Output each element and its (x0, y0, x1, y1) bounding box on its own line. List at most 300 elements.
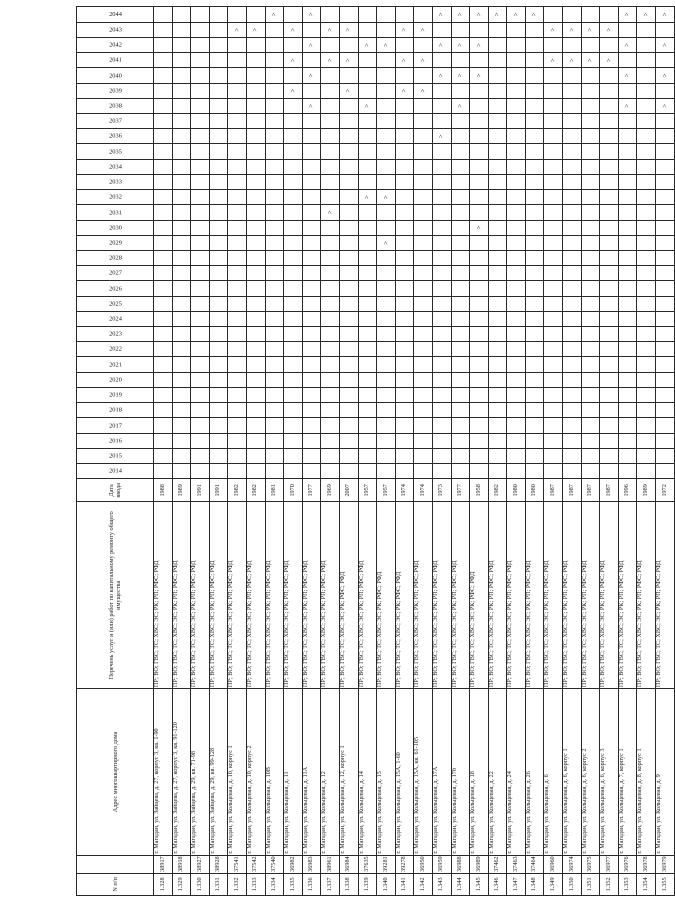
cell-num: 1.334 (265, 873, 284, 895)
year-cell (246, 53, 265, 68)
cell-code: 36950 (414, 855, 433, 873)
year-cell (246, 235, 265, 250)
year-cell (581, 357, 600, 372)
year-cell (321, 281, 340, 296)
year-cell (339, 114, 358, 129)
year-cell (470, 266, 489, 281)
year-cell (172, 159, 191, 174)
year-cell (488, 296, 507, 311)
year-cell (339, 68, 358, 83)
year-mark-cell: > (618, 37, 637, 52)
year-cell (172, 433, 191, 448)
year-cell (302, 235, 321, 250)
year-mark-cell: > (470, 7, 489, 23)
year-cell (544, 220, 563, 235)
year-cell (470, 174, 489, 189)
year-cell (377, 7, 396, 23)
year-cell (228, 53, 247, 68)
year-cell (637, 129, 656, 144)
year-cell (414, 68, 433, 83)
year-cell (507, 464, 526, 479)
cell-works: ПР; ВО; ГВС; ТС; ХВС; ЭС; РК; РП; РФС; РФД (637, 502, 656, 689)
year-cell (618, 464, 637, 479)
year-cell (358, 250, 377, 265)
year-mark-cell: > (395, 53, 414, 68)
cell-address: г. Магадан, ул. Кольцевая, д. 26 (525, 689, 544, 856)
year-cell (563, 114, 582, 129)
year-mark-cell: > (581, 53, 600, 68)
year-cell (395, 418, 414, 433)
year-cell (172, 205, 191, 220)
year-cell (637, 448, 656, 463)
year-cell (172, 235, 191, 250)
year-cell (191, 83, 210, 98)
year-cell (284, 266, 303, 281)
year-cell (191, 403, 210, 418)
year-cell (451, 250, 470, 265)
year-cell (265, 144, 284, 159)
header-year (77, 327, 154, 342)
year-cell (488, 250, 507, 265)
year-cell (488, 387, 507, 402)
year-cell (246, 114, 265, 129)
year-cell (432, 250, 451, 265)
year-cell (321, 418, 340, 433)
table-row (507, 7, 526, 896)
year-cell (339, 159, 358, 174)
header-address: Адрес многоквартирного дома (77, 689, 154, 856)
year-mark-cell: > (525, 7, 544, 23)
year-cell (209, 83, 228, 98)
cell-num: 1.335 (284, 873, 303, 895)
cell-works: ПР; ВО; ГВС; ТС; ХВС; ЭС; РК; РП; РФС; РФД (507, 502, 526, 689)
year-cell (488, 159, 507, 174)
year-cell (600, 281, 619, 296)
header-year-label: 2022 (108, 345, 122, 353)
year-cell (172, 266, 191, 281)
year-cell (284, 281, 303, 296)
year-cell (209, 144, 228, 159)
header-year-label: 2031 (108, 208, 122, 216)
year-cell (284, 418, 303, 433)
year-cell (637, 114, 656, 129)
year-cell (525, 448, 544, 463)
year-mark-cell: > (339, 53, 358, 68)
cell-address: г. Магадан, ул. Кольцевая, д. 15А, кв. 61-105 (414, 689, 433, 856)
year-cell (488, 464, 507, 479)
cell-num: 1.341 (395, 873, 414, 895)
year-cell (544, 448, 563, 463)
year-cell (451, 114, 470, 129)
year-cell (339, 190, 358, 205)
year-cell (656, 281, 675, 296)
cell-num: 1.350 (563, 873, 582, 895)
year-cell (581, 327, 600, 342)
cell-code: 39281 (377, 855, 396, 873)
year-cell (618, 403, 637, 418)
header-code (77, 855, 154, 873)
year-cell (284, 448, 303, 463)
year-cell (525, 68, 544, 83)
year-cell (339, 342, 358, 357)
year-cell (339, 372, 358, 387)
year-cell (209, 159, 228, 174)
cell-date: 1980 (525, 479, 544, 502)
year-cell (544, 235, 563, 250)
year-cell (265, 37, 284, 52)
year-cell (154, 387, 173, 402)
year-cell (395, 357, 414, 372)
table-row (154, 7, 173, 896)
year-cell (377, 68, 396, 83)
year-cell (265, 98, 284, 113)
year-cell (172, 129, 191, 144)
year-cell (395, 372, 414, 387)
year-cell (451, 296, 470, 311)
year-cell (507, 190, 526, 205)
year-cell (656, 266, 675, 281)
year-cell (191, 433, 210, 448)
year-cell (228, 433, 247, 448)
cell-date: 1970 (284, 479, 303, 502)
year-cell (470, 205, 489, 220)
year-cell (302, 464, 321, 479)
cell-address: г. Магадан, ул. Кольцевая, д. 7, корпус 1 (618, 689, 637, 856)
year-cell (154, 464, 173, 479)
year-cell (414, 464, 433, 479)
year-cell (172, 83, 191, 98)
year-cell (321, 98, 340, 113)
cell-date: 1972 (656, 479, 675, 502)
year-cell (656, 220, 675, 235)
year-cell (321, 311, 340, 326)
cell-date: 1973 (432, 479, 451, 502)
year-cell (451, 448, 470, 463)
year-cell (246, 433, 265, 448)
cell-date: 1977 (302, 479, 321, 502)
year-cell (284, 144, 303, 159)
year-cell (395, 98, 414, 113)
header-year-label: 2035 (108, 148, 122, 156)
year-cell (470, 98, 489, 113)
year-cell (414, 144, 433, 159)
year-cell (209, 296, 228, 311)
year-cell (321, 37, 340, 52)
header-year (77, 448, 154, 463)
year-cell (544, 266, 563, 281)
year-cell (302, 83, 321, 98)
year-cell (618, 418, 637, 433)
cell-code: 36979 (656, 855, 675, 873)
year-cell (172, 174, 191, 189)
year-cell (209, 448, 228, 463)
year-cell (581, 37, 600, 52)
cell-date: 1988 (154, 479, 173, 502)
year-cell (414, 114, 433, 129)
year-cell (246, 311, 265, 326)
year-cell (284, 327, 303, 342)
year-cell (321, 464, 340, 479)
year-cell (563, 357, 582, 372)
year-cell (302, 418, 321, 433)
header-year (77, 83, 154, 98)
year-cell (563, 387, 582, 402)
year-cell (154, 357, 173, 372)
year-cell (339, 403, 358, 418)
year-cell (544, 464, 563, 479)
year-cell (544, 98, 563, 113)
year-cell (432, 433, 451, 448)
table-row (470, 7, 489, 896)
year-cell (432, 53, 451, 68)
year-cell (395, 190, 414, 205)
year-cell (265, 266, 284, 281)
year-cell (302, 342, 321, 357)
year-cell (656, 53, 675, 68)
year-cell (600, 372, 619, 387)
year-cell (209, 53, 228, 68)
year-cell (321, 235, 340, 250)
year-cell (581, 387, 600, 402)
year-cell (432, 144, 451, 159)
year-mark-cell: > (656, 7, 675, 23)
year-cell (525, 22, 544, 37)
header-year (77, 387, 154, 402)
year-cell (488, 68, 507, 83)
year-cell (265, 68, 284, 83)
year-cell (302, 129, 321, 144)
year-cell (172, 342, 191, 357)
header-year-label: 2015 (108, 452, 122, 460)
year-mark-cell: > (656, 68, 675, 83)
year-cell (618, 220, 637, 235)
year-cell (228, 37, 247, 52)
year-cell (395, 205, 414, 220)
year-cell (618, 129, 637, 144)
year-cell (172, 327, 191, 342)
cell-works: ПР; ВО; ГВС; ТС; ХВС; ЭС; РК; РП; РФС; РФД (321, 502, 340, 689)
year-cell (470, 159, 489, 174)
year-cell (377, 296, 396, 311)
year-cell (246, 174, 265, 189)
year-cell (321, 144, 340, 159)
year-cell (507, 114, 526, 129)
year-cell (302, 327, 321, 342)
year-cell (451, 266, 470, 281)
year-cell (209, 220, 228, 235)
year-cell (377, 342, 396, 357)
cell-address: г. Магадан, ул. Кольцевая, д. 6 (544, 689, 563, 856)
year-cell (358, 68, 377, 83)
year-cell (414, 220, 433, 235)
year-mark-cell: > (265, 7, 284, 23)
table-row (246, 7, 265, 896)
year-cell (414, 296, 433, 311)
cell-code: 36960 (544, 855, 563, 873)
year-cell (358, 342, 377, 357)
year-cell (302, 190, 321, 205)
table-row (209, 7, 228, 896)
cell-code: 37540 (265, 855, 284, 873)
header-year-label: 2032 (108, 193, 122, 201)
year-cell (358, 129, 377, 144)
year-cell (544, 281, 563, 296)
year-cell (172, 250, 191, 265)
year-cell (172, 68, 191, 83)
year-cell (358, 403, 377, 418)
cell-code: 38928 (209, 855, 228, 873)
year-cell (637, 250, 656, 265)
year-cell (600, 129, 619, 144)
year-cell (637, 53, 656, 68)
table-row (302, 7, 321, 896)
year-cell (581, 7, 600, 23)
year-cell (507, 418, 526, 433)
year-cell (191, 418, 210, 433)
year-cell (581, 464, 600, 479)
year-cell (246, 220, 265, 235)
cell-address: г. Магадан, ул. Кольцевая, д. 6, корпус 2 (581, 689, 600, 856)
year-cell (488, 372, 507, 387)
header-date: Дата ввода (77, 479, 154, 502)
year-cell (377, 357, 396, 372)
year-cell (209, 387, 228, 402)
year-cell (395, 159, 414, 174)
cell-works: ПР; ВО; ГВС; ТС; ХВС; ЭС; РК; РП; РФС; РФД (414, 502, 433, 689)
year-cell (358, 22, 377, 37)
cell-works: ПР; ВО; ГВС; ТС; ХВС; ЭС; РК; РФС; РФД (377, 502, 396, 689)
year-cell (470, 53, 489, 68)
cell-code: 37463 (507, 855, 526, 873)
year-cell (377, 311, 396, 326)
year-mark-cell: > (302, 68, 321, 83)
year-cell (265, 83, 284, 98)
year-cell (544, 174, 563, 189)
header-year (77, 281, 154, 296)
year-cell (358, 281, 377, 296)
year-cell (600, 357, 619, 372)
year-cell (581, 205, 600, 220)
year-cell (228, 418, 247, 433)
header-year (77, 250, 154, 265)
year-cell (154, 144, 173, 159)
year-cell (339, 433, 358, 448)
year-cell (172, 448, 191, 463)
year-cell (154, 22, 173, 37)
year-cell (414, 174, 433, 189)
year-cell (265, 53, 284, 68)
year-cell (525, 98, 544, 113)
year-cell (339, 129, 358, 144)
year-mark-cell: > (302, 37, 321, 52)
header-year (77, 190, 154, 205)
year-cell (172, 98, 191, 113)
year-cell (544, 311, 563, 326)
year-cell (470, 22, 489, 37)
year-cell (284, 159, 303, 174)
header-year-label: 2029 (108, 239, 122, 247)
cell-works: ПР; ВО; ГВС; ТС; ХВС; ЭС; РК; РП; РФС; РФД (451, 502, 470, 689)
year-cell (228, 129, 247, 144)
year-cell (656, 83, 675, 98)
year-cell (507, 159, 526, 174)
year-cell (191, 159, 210, 174)
year-mark-cell: > (618, 98, 637, 113)
year-cell (209, 357, 228, 372)
year-cell (172, 403, 191, 418)
year-cell (507, 98, 526, 113)
cell-num: 1.328 (154, 873, 173, 895)
year-cell (507, 37, 526, 52)
cell-date: 1980 (507, 479, 526, 502)
year-cell (228, 296, 247, 311)
year-cell (507, 83, 526, 98)
year-cell (656, 418, 675, 433)
header-year-label: 2025 (108, 300, 122, 308)
year-cell (656, 357, 675, 372)
year-cell (265, 403, 284, 418)
year-cell (246, 387, 265, 402)
year-mark-cell: > (432, 7, 451, 23)
year-cell (265, 205, 284, 220)
year-cell (172, 372, 191, 387)
year-mark-cell: > (395, 83, 414, 98)
year-cell (377, 418, 396, 433)
year-cell (637, 144, 656, 159)
header-year (77, 418, 154, 433)
year-cell (284, 114, 303, 129)
year-cell (507, 327, 526, 342)
year-cell (544, 114, 563, 129)
cell-num: 1.346 (488, 873, 507, 895)
year-cell (618, 235, 637, 250)
year-cell (395, 387, 414, 402)
year-cell (563, 98, 582, 113)
cell-code: 37541 (228, 855, 247, 873)
year-cell (302, 53, 321, 68)
year-cell (432, 205, 451, 220)
header-year-label: 2034 (108, 163, 122, 171)
header-year-label: 2028 (108, 254, 122, 262)
year-cell (600, 250, 619, 265)
year-cell (302, 220, 321, 235)
year-cell (377, 22, 396, 37)
header-year-label: 2024 (108, 315, 122, 323)
year-cell (191, 448, 210, 463)
year-cell (470, 281, 489, 296)
year-cell (154, 37, 173, 52)
year-cell (395, 129, 414, 144)
year-cell (321, 83, 340, 98)
year-cell (321, 174, 340, 189)
header-year (77, 22, 154, 37)
year-cell (525, 190, 544, 205)
year-cell (284, 37, 303, 52)
year-cell (563, 372, 582, 387)
table-row (191, 7, 210, 896)
year-cell (507, 174, 526, 189)
cell-address: г. Магадан, ул. Кольцевая, д. 8, корпус 1 (637, 689, 656, 856)
year-cell (395, 342, 414, 357)
year-cell (563, 37, 582, 52)
year-cell (339, 235, 358, 250)
cell-address: г. Магадан, ул. Зайцева, д. 29, кв. 71-98 (191, 689, 210, 856)
year-cell (377, 281, 396, 296)
header-year (77, 266, 154, 281)
header-year-label: 2016 (108, 437, 122, 445)
cell-works: ПР; ВО; ГВС; ТС; ХВС; ЭС; РК; РП; РФС; РФД (563, 502, 582, 689)
year-cell (470, 403, 489, 418)
